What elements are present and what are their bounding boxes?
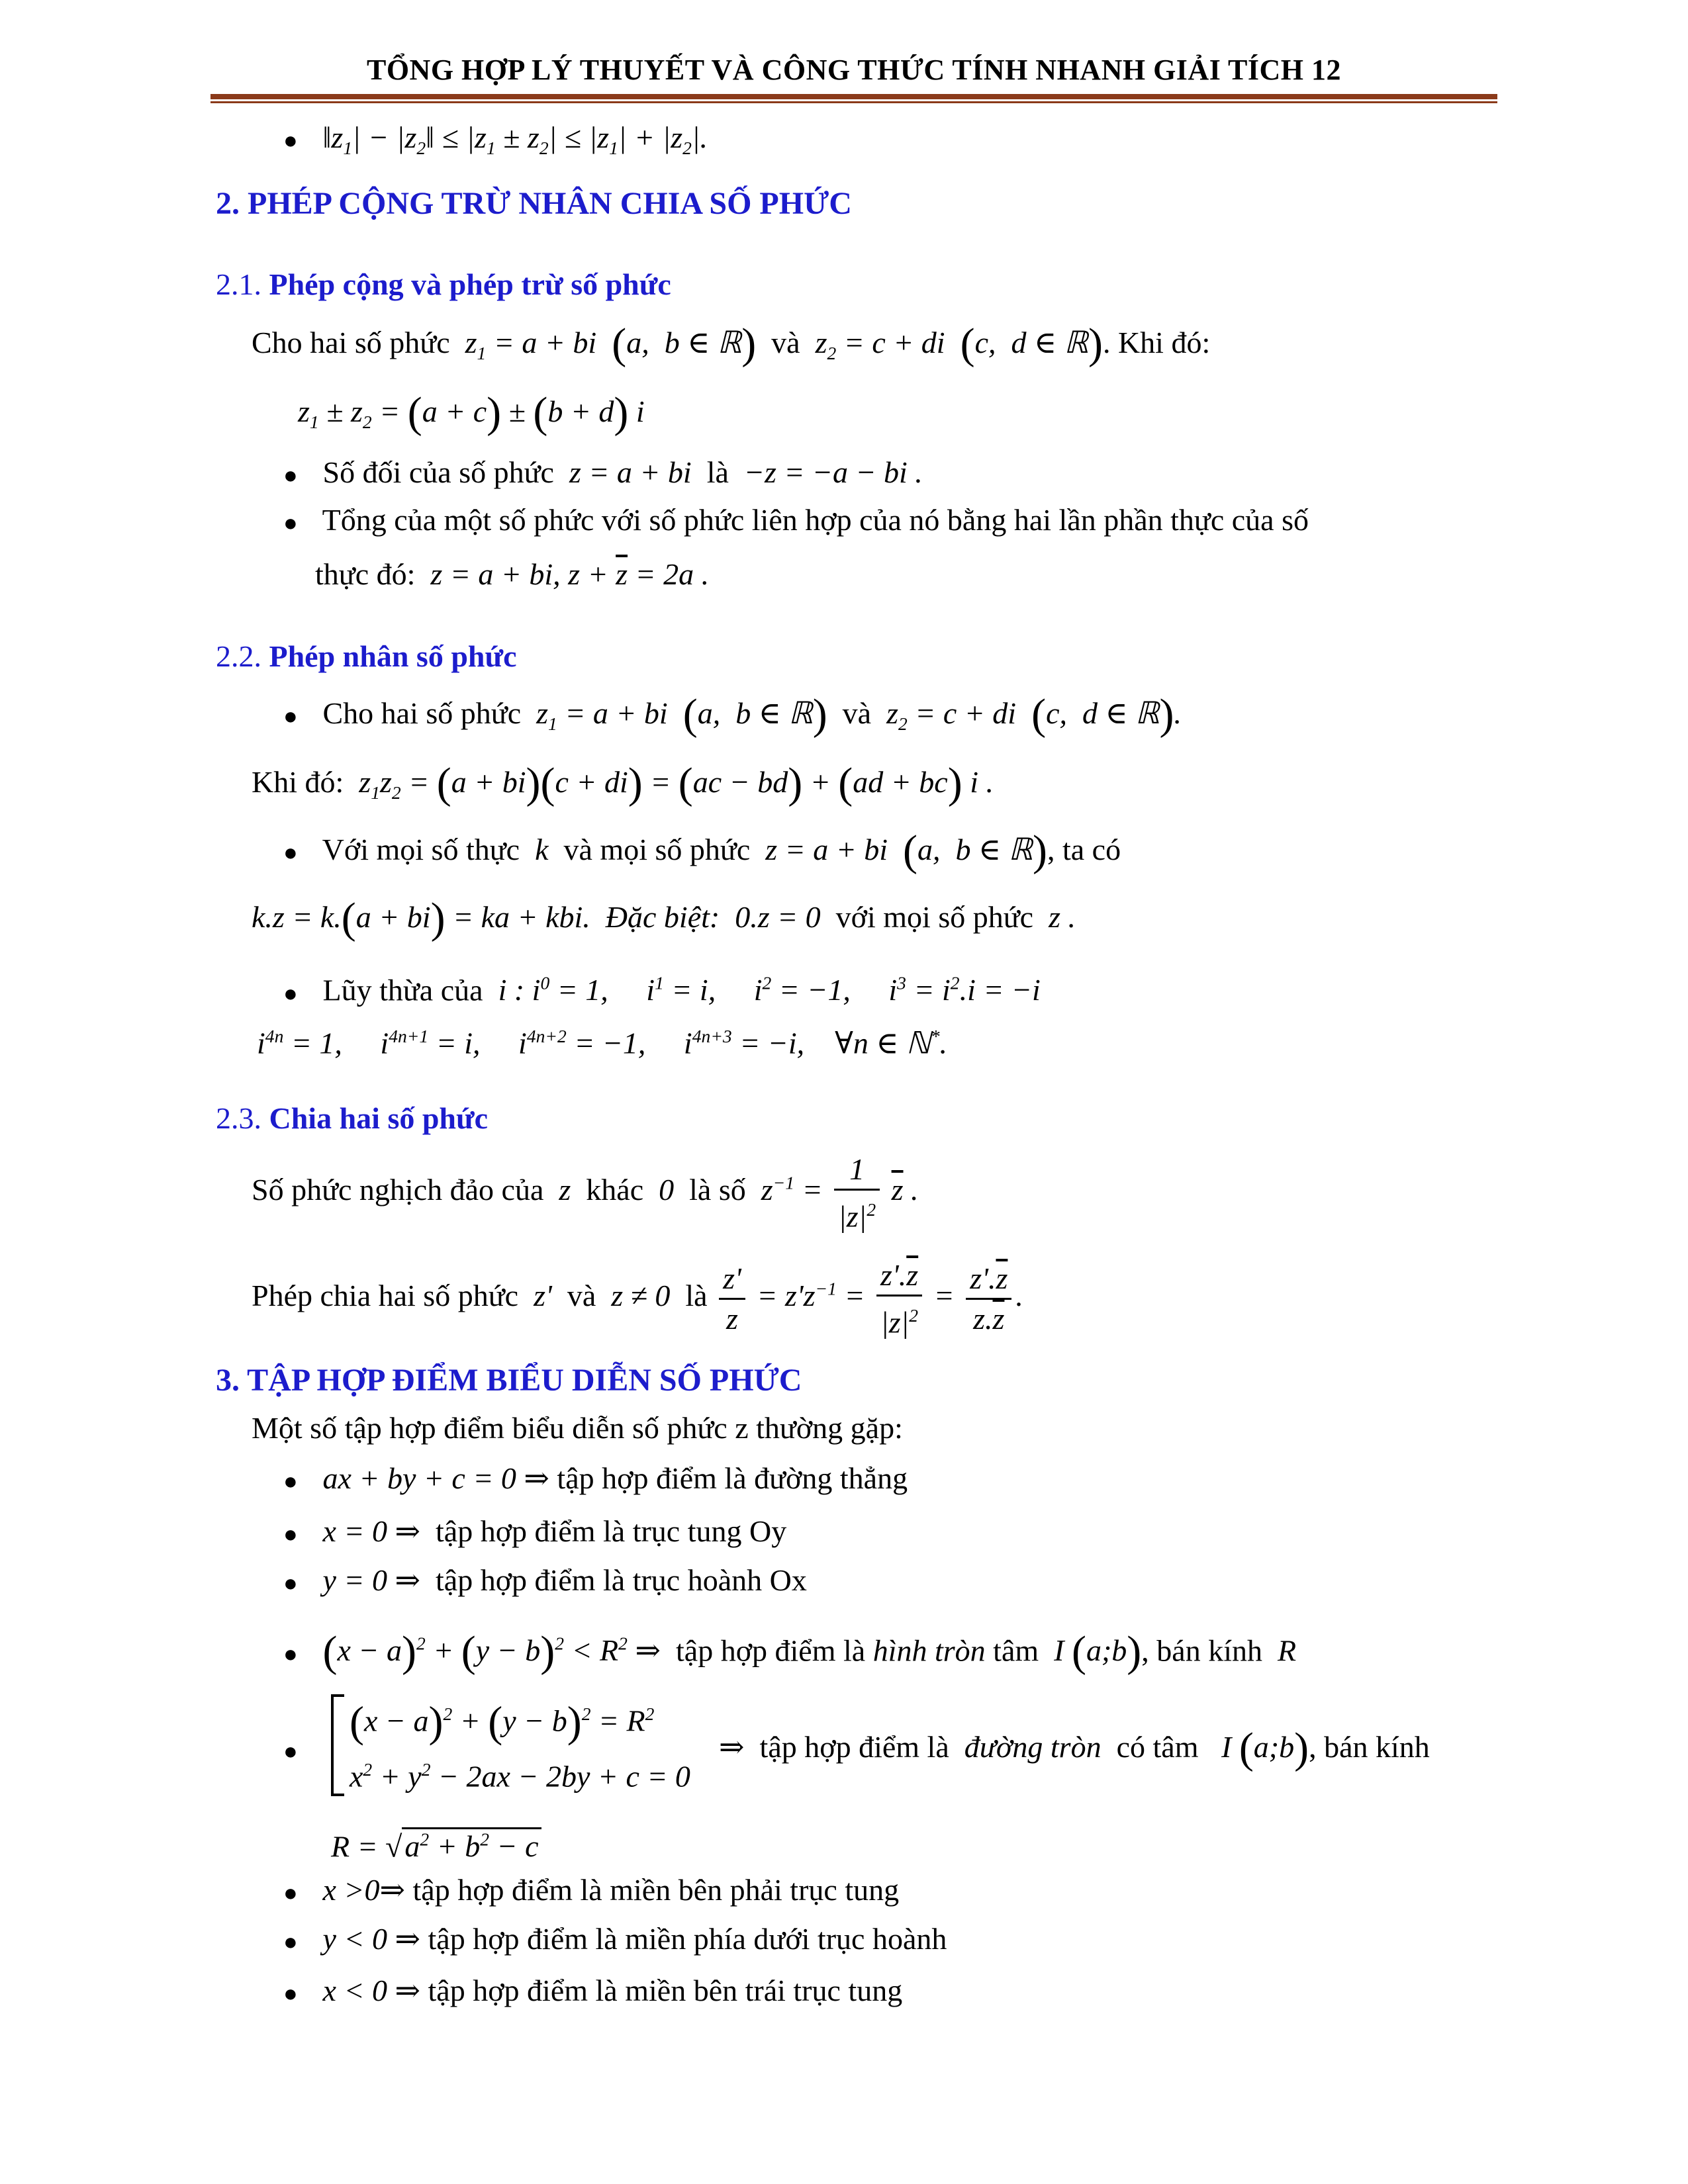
inverse-formula: Số phức nghịch đảo của z khác 0 là số $z^{-1}$ = $\frac{1}{|z|^2}$ $\overline{z}$ . bbox=[252, 1150, 919, 1236]
subsection-2-2-title: 2.2. Phép nhân số phức bbox=[216, 639, 517, 673]
addition-intro: Cho hai số phức $z_1 = a$ + bi (a, b ∈ ℝ) và $z_2 = c$ + di (c, d ∈ ℝ). Khi đó: bbox=[252, 320, 1211, 368]
addition-formula: $z_1 \pm z_2 = (a + c) \pm (b + d)$ i bbox=[298, 388, 645, 437]
section-3-title: 3. TẬP HỢP ĐIỂM BIỂU DIỄN SỐ PHỨC bbox=[216, 1363, 802, 1398]
circle-description: ⇒ tập hợp điểm là đường tròn có tâm I (a;b), bán kính bbox=[719, 1724, 1430, 1772]
circle-radius-formula: $R = √a^2 + b^2 - c$ bbox=[331, 1820, 541, 1866]
locus-right-half-bullet: ● x >0⇒ tập hợp điểm là miền bên phải trục tung bbox=[283, 1870, 899, 1913]
powers-of-i-general: $i^{4n} = 1$, $i^{4n+1} = i$, $i^{4n+2} = -1$, $i^{4n+3} = -i$, ∀n ∈ ℕ*. bbox=[257, 1026, 948, 1060]
locus-lower-half-bullet: ● y < 0 ⇒ tập hợp điểm là miền phía dưới trục hoành bbox=[283, 1919, 947, 1962]
division-formula: Phép chia hai số phức z' và z ≠ 0 là $\frac{z'}{z}$ = $z'z^{-1}$ = $\frac{z'.\overline{z}}{|z|^2}$ = $\frac{z'.\overline{z}}{z.\overline{z}}$ . bbox=[252, 1256, 1023, 1342]
section-3-intro: Một số tập hợp điểm biểu diễn số phức z thường gặp: bbox=[252, 1411, 903, 1445]
bullet-icon: ● bbox=[283, 462, 298, 489]
header-rule-thick bbox=[211, 94, 1497, 99]
conjugate-sum-bullet: ● Tổng của một số phức với số phức liên hợp của nó bằng hai lần phần thực của số bbox=[283, 500, 1309, 543]
locus-oy-bullet: ● x = 0 ⇒ tập hợp điểm là trục tung Oy bbox=[283, 1512, 786, 1554]
conjugate-sum-formula: thực đó: z = a + bi, $z + \overline{z} = 2a$ . bbox=[315, 557, 710, 591]
scalar-multiplication-bullet: ● Với mọi số thực k và mọi số phức z = a + bi (a, b ∈ ℝ), ta có bbox=[283, 827, 1121, 875]
bullet-icon: ● bbox=[283, 127, 298, 154]
bullet-icon: ● bbox=[283, 703, 298, 730]
multiplication-formula: Khi đó: $z_1z_2 = (a + bi)(c + di) = (ac - bd) + (ad + bc)$ i . bbox=[252, 759, 994, 807]
bullet-icon: ● bbox=[283, 1570, 298, 1597]
system-bracket bbox=[331, 1694, 344, 1796]
section-2-title: 2. PHÉP CỘNG TRỪ NHÂN CHIA SỐ PHỨC bbox=[216, 186, 852, 221]
bullet-icon: ● bbox=[283, 510, 298, 537]
bullet-icon: ● bbox=[283, 1640, 298, 1667]
header-rule-thin bbox=[211, 101, 1497, 103]
locus-line-bullet: ● ax + by + c = 0 ⇒ tập hợp điểm là đường thẳng bbox=[283, 1459, 908, 1501]
bullet-icon: ● bbox=[283, 1980, 298, 2007]
bullet-icon: ● bbox=[283, 1880, 298, 1907]
scalar-multiplication-formula: k.z = k.(a + bi) = ka + kbi. Đặc biệt: 0.z = 0 với mọi số phức z . bbox=[252, 894, 1076, 942]
bullet-icon: ● bbox=[283, 1521, 298, 1548]
subsection-2-3-title: 2.3. Chia hai số phức bbox=[216, 1101, 489, 1135]
opposite-number-bullet: ● Số đối của số phức z = a + bi là −z = −a − bi . bbox=[283, 453, 923, 495]
page-header: TỔNG HỢP LÝ THUYẾT VÀ CÔNG THỨC TÍNH NHANH GIẢI TÍCH 12 bbox=[366, 54, 1342, 86]
bullet-icon: ● bbox=[283, 1468, 298, 1495]
triangle-inequality: ● $‖z_1|$ − $|z_2‖ \le |z_1 \pm z_2| \le |z_1| + |z_2|$. bbox=[283, 118, 708, 168]
locus-circle-bullet bbox=[283, 1729, 315, 1771]
powers-of-i-bullet: ● Lũy thừa của i : $i^0 = 1$, $i^1 = i$, $i^2 = -1$, $i^3 = i^2.i = -i$ bbox=[283, 964, 1041, 1013]
circle-equation-1: $(x - a)^2 + (y - b)^2 = R^2$ bbox=[350, 1698, 655, 1747]
locus-left-half-bullet: ● x < 0 ⇒ tập hợp điểm là miền bên trái trục tung bbox=[283, 1971, 902, 2013]
bullet-icon: ● bbox=[283, 979, 298, 1007]
bullet-icon: ● bbox=[283, 1929, 298, 1956]
locus-disk-bullet: ● $(x - a)^2 + (y - b)^2 < R^2$ ⇒ tập hợp điểm là hình tròn tâm I (a;b), bán kính R bbox=[283, 1627, 1297, 1676]
locus-ox-bullet: ● y = 0 ⇒ tập hợp điểm là trục hoành Ox bbox=[283, 1561, 807, 1603]
bullet-icon: ● bbox=[283, 1738, 298, 1765]
subsection-2-1-title: 2.1. Phép cộng và phép trừ số phức bbox=[216, 267, 671, 301]
bullet-icon: ● bbox=[283, 839, 298, 866]
circle-equation-2: $x^2 + y^2 - 2ax - 2by + c = 0$ bbox=[350, 1759, 690, 1794]
multiplication-intro: ● Cho hai số phức $z_1 = a$ + bi (a, b ∈ ℝ) và $z_2 = c$ + di (c, d ∈ ℝ). bbox=[283, 690, 1182, 739]
